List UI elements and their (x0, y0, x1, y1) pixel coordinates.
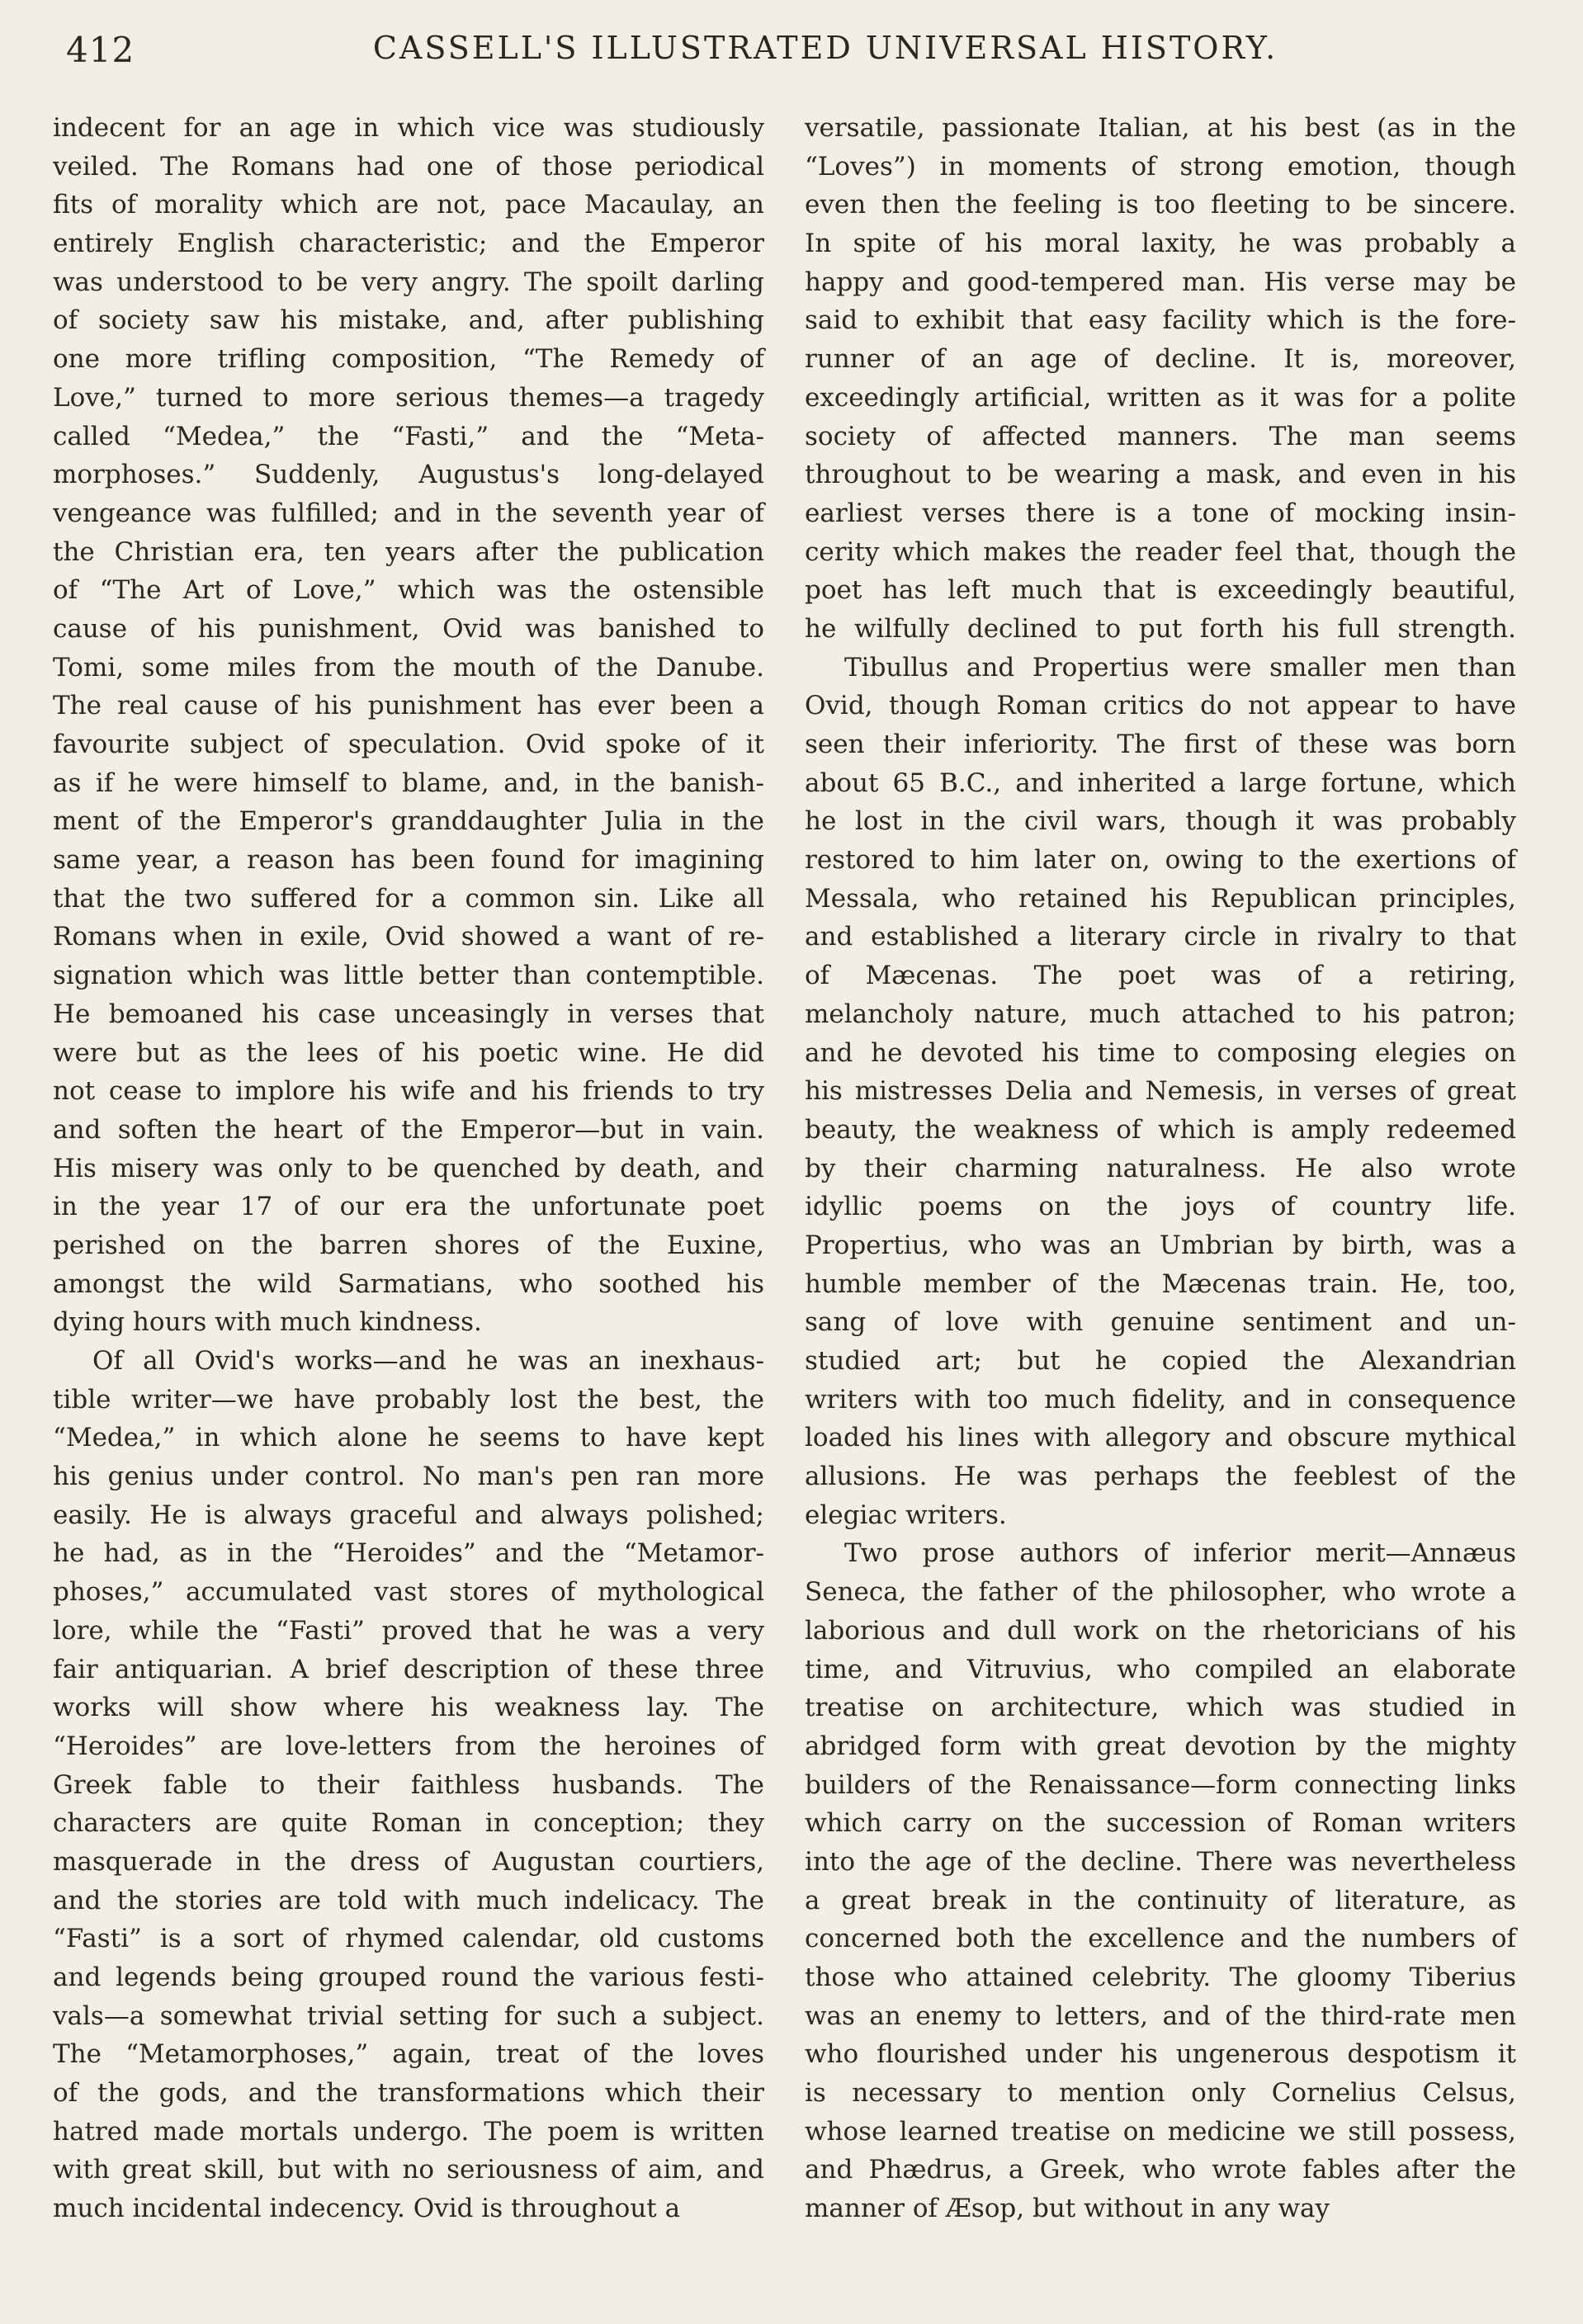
text-line: said to exhibit that easy facility which is the fore- (805, 305, 1516, 336)
text-line: signation which was little better than contemptible. (53, 961, 764, 991)
text-line: cerity which makes the reader feel that, though the (805, 536, 1516, 567)
text-line: In spite of his moral laxity, he was probably a (805, 229, 1516, 259)
text-line: Romans when in exile, Ovid showed a want of re- (53, 922, 764, 952)
text-line: vengeance was fulfilled; and in the seventh year of (53, 498, 764, 528)
text-line: he had, as in the “Heroides” and the “Metamor- (53, 1538, 764, 1569)
text-line: studied art; but he copied the Alexandrian (805, 1346, 1516, 1376)
right-column (805, 109, 1516, 2228)
text-line: who flourished under his ungenerous despotism it (805, 2039, 1516, 2070)
text-line: dying hours with much kindness. (53, 1307, 482, 1338)
text-line: concerned both the excellence and the numbers of (805, 1924, 1516, 1954)
text-line: He bemoaned his case unceasingly in verses that (53, 999, 764, 1029)
text-line: even then the feeling is too fleeting to be sincere. (805, 190, 1516, 220)
text-line: poet has left much that is exceedingly beautiful, (805, 575, 1516, 606)
text-line: he lost in the civil wars, though it was probably (805, 806, 1516, 837)
text-line: “Loves”) in moments of strong emotion, though (805, 151, 1516, 182)
text-line: of Mæcenas. The poet was of a retiring, (805, 961, 1516, 991)
text-line: laborious and dull work on the rhetoricians of his (805, 1615, 1516, 1646)
text-line: indecent for an age in which vice was studiously (53, 113, 764, 143)
text-line: of “The Art of Love,” which was the ostensible (53, 575, 764, 606)
text-line: one more trifling composition, “The Remedy of (53, 344, 764, 375)
text-line: not cease to implore his wife and his friends to try (53, 1076, 764, 1107)
text-line: fair antiquarian. A brief description of these three (53, 1654, 764, 1684)
text-line: elegiac writers. (805, 1500, 1007, 1530)
text-line: and he devoted his time to composing elegies on (805, 1037, 1516, 1068)
text-line: phoses,” accumulated vast stores of mythological (53, 1577, 764, 1608)
text-line: a great break in the continuity of literature, as (805, 1885, 1516, 1915)
text-line: entirely English characteristic; and the Emperor (53, 229, 764, 259)
text-line: Messala, who retained his Republican principles, (805, 883, 1516, 914)
text-line: allusions. He was perhaps the feeblest of the (805, 1462, 1516, 1492)
text-line: “Heroides” are love-letters from the heroines of (53, 1731, 764, 1761)
text-line: morphoses.” Suddenly, Augustus's long-delayed (53, 460, 764, 490)
text-line: society of affected manners. The man seems (805, 421, 1516, 451)
text-line: that the two suffered for a common sin. Like all (53, 883, 764, 914)
text-line: about 65 B.C., and inherited a large fortune, which (805, 768, 1516, 798)
text-line: the Christian era, ten years after the publication (53, 536, 764, 567)
text-line: much incidental indecency. Ovid is throughout a (53, 2194, 681, 2224)
text-line: into the age of the decline. There was nevertheless (805, 1846, 1516, 1877)
text-line: exceedingly artificial, written as it was for a polite (805, 382, 1516, 413)
text-line: loaded his lines with allegory and obscure mythical (805, 1423, 1516, 1453)
text-line: those who attained celebrity. The gloomy Tiberius (805, 1963, 1516, 1992)
text-line: builders of the Renaissance—form connecting links (805, 1769, 1516, 1800)
text-line: amongst the wild Sarmatians, who soothed his (53, 1268, 764, 1299)
text-line: veiled. The Romans had one of those periodical (53, 151, 764, 182)
text-line: he wilfully declined to put forth his full strength. (805, 613, 1516, 644)
text-line: versatile, passionate Italian, at his best (as in the (805, 113, 1516, 143)
text-line: was an enemy to letters, and of the third-rate men (805, 2000, 1516, 2031)
text-line: “Medea,” in which alone he seems to have kept (53, 1423, 764, 1453)
text-line: The “Metamorphoses,” again, treat of the loves (53, 2039, 764, 2070)
text-line: manner of Æsop, but without in any way (805, 2194, 1330, 2224)
text-line: Love,” turned to more serious themes—a tragedy (53, 382, 764, 413)
text-line: treatise on architecture, which was studied in (805, 1693, 1516, 1723)
text-line: The real cause of his punishment has ever been a (53, 691, 764, 721)
text-line: characters are quite Roman in conception; they (53, 1808, 764, 1839)
running-head (0, 25, 1583, 74)
text-line: lore, while the “Fasti” proved that he was a very (53, 1615, 764, 1646)
text-line: were but as the lees of his poetic wine. He did (53, 1037, 764, 1068)
text-line: which carry on the succession of Roman writers (805, 1808, 1516, 1839)
text-line: His misery was only to be quenched by death, and (53, 1153, 764, 1183)
text-line: masquerade in the dress of Augustan courtiers, (53, 1846, 764, 1877)
text-line: Greek fable to their faithless husbands. The (53, 1769, 764, 1800)
text-line: Two prose authors of inferior merit—Annæus (844, 1538, 1516, 1569)
text-line: and soften the heart of the Emperor—but in vain. (53, 1114, 764, 1145)
text-line: Tibullus and Propertius were smaller men than (844, 652, 1516, 683)
text-line: time, and Vitruvius, who compiled an elaborate (805, 1654, 1516, 1684)
text-line: ment of the Emperor's granddaughter Julia in the (53, 806, 764, 837)
text-line: his mistresses Delia and Nemesis, in verses of great (805, 1076, 1516, 1107)
text-line: called “Medea,” the “Fasti,” and the “Meta- (53, 421, 764, 451)
text-line: with great skill, but with no seriousness of aim, and (53, 2155, 764, 2185)
text-line: whose learned treatise on medicine we still possess, (805, 2116, 1516, 2147)
text-line: humble member of the Mæcenas train. He, too, (805, 1268, 1516, 1299)
text-line: cause of his punishment, Ovid was banished to (53, 613, 764, 644)
text-line: abridged form with great devotion by the mighty (805, 1731, 1516, 1761)
text-line: easily. He is always graceful and always polished; (53, 1500, 764, 1530)
text-line: restored to him later on, owing to the exertions of (805, 845, 1516, 876)
text-line: his genius under control. No man's pen ran more (53, 1462, 764, 1492)
text-line: sang of love with genuine sentiment and un- (805, 1307, 1516, 1338)
text-line: is necessary to mention only Cornelius Celsus, (805, 2078, 1516, 2109)
text-line: seen their inferiority. The first of these was born (805, 730, 1516, 759)
text-line: happy and good-tempered man. His verse may be (805, 267, 1516, 297)
text-line: vals—a somewhat trivial setting for such a subject. (53, 2000, 764, 2031)
text-line: of the gods, and the transformations which their (53, 2078, 764, 2109)
text-line: Propertius, who was an Umbrian by birth, was a (805, 1230, 1516, 1260)
text-line: as if he were himself to blame, and, in the banish- (53, 768, 764, 798)
text-line: and legends being grouped round the various festi- (53, 1963, 764, 1992)
text-line: and Phædrus, a Greek, who wrote fables after the (805, 2155, 1516, 2185)
text-line: Of all Ovid's works—and he was an inexhaus- (92, 1346, 764, 1376)
text-line: and established a literary circle in rivalry to that (805, 922, 1516, 952)
text-line: throughout to be wearing a mask, and even in his (805, 460, 1516, 490)
text-line: works will show where his weakness lay. The (53, 1693, 764, 1723)
text-line: fits of morality which are not, pace Macaulay, an (53, 190, 764, 220)
text-line: writers with too much fidelity, and in consequence (805, 1384, 1516, 1415)
text-line: runner of an age of decline. It is, moreover, (805, 344, 1516, 375)
text-line: tible writer—we have probably lost the best, the (53, 1384, 764, 1415)
text-line: melancholy nature, much attached to his patron; (805, 999, 1516, 1029)
text-line: beauty, the weakness of which is amply redeemed (805, 1114, 1516, 1145)
text-line: “Fasti” is a sort of rhymed calendar, old customs (53, 1924, 764, 1954)
left-column (53, 109, 764, 2228)
text-line: same year, a reason has been found for imagining (53, 845, 764, 876)
text-line: Seneca, the father of the philosopher, who wrote a (805, 1577, 1516, 1608)
text-line: of society saw his mistake, and, after publishing (53, 305, 764, 336)
text-line: Tomi, some miles from the mouth of the Danube. (53, 652, 764, 683)
running-title: CASSELL'S ILLUSTRATED UNIVERSAL HISTORY. (372, 30, 1278, 66)
text-line: by their charming naturalness. He also wrote (805, 1153, 1516, 1183)
text-line: was understood to be very angry. The spoilt darling (53, 267, 764, 297)
text-line: in the year 17 of our era the unfortunate poet (53, 1192, 764, 1222)
text-line: hatred made mortals undergo. The poem is written (53, 2116, 764, 2147)
text-line: Ovid, though Roman critics do not appear to have (805, 691, 1516, 721)
text-line: earliest verses there is a tone of mocking insin- (805, 498, 1516, 528)
text-line: perished on the barren shores of the Euxine, (53, 1230, 764, 1260)
text-line: and the stories are told with much indelicacy. The (53, 1885, 764, 1915)
page-number: 412 (66, 30, 135, 70)
text-line: favourite subject of speculation. Ovid spoke of it (53, 730, 764, 759)
text-line: idyllic poems on the joys of country life. (805, 1192, 1516, 1222)
